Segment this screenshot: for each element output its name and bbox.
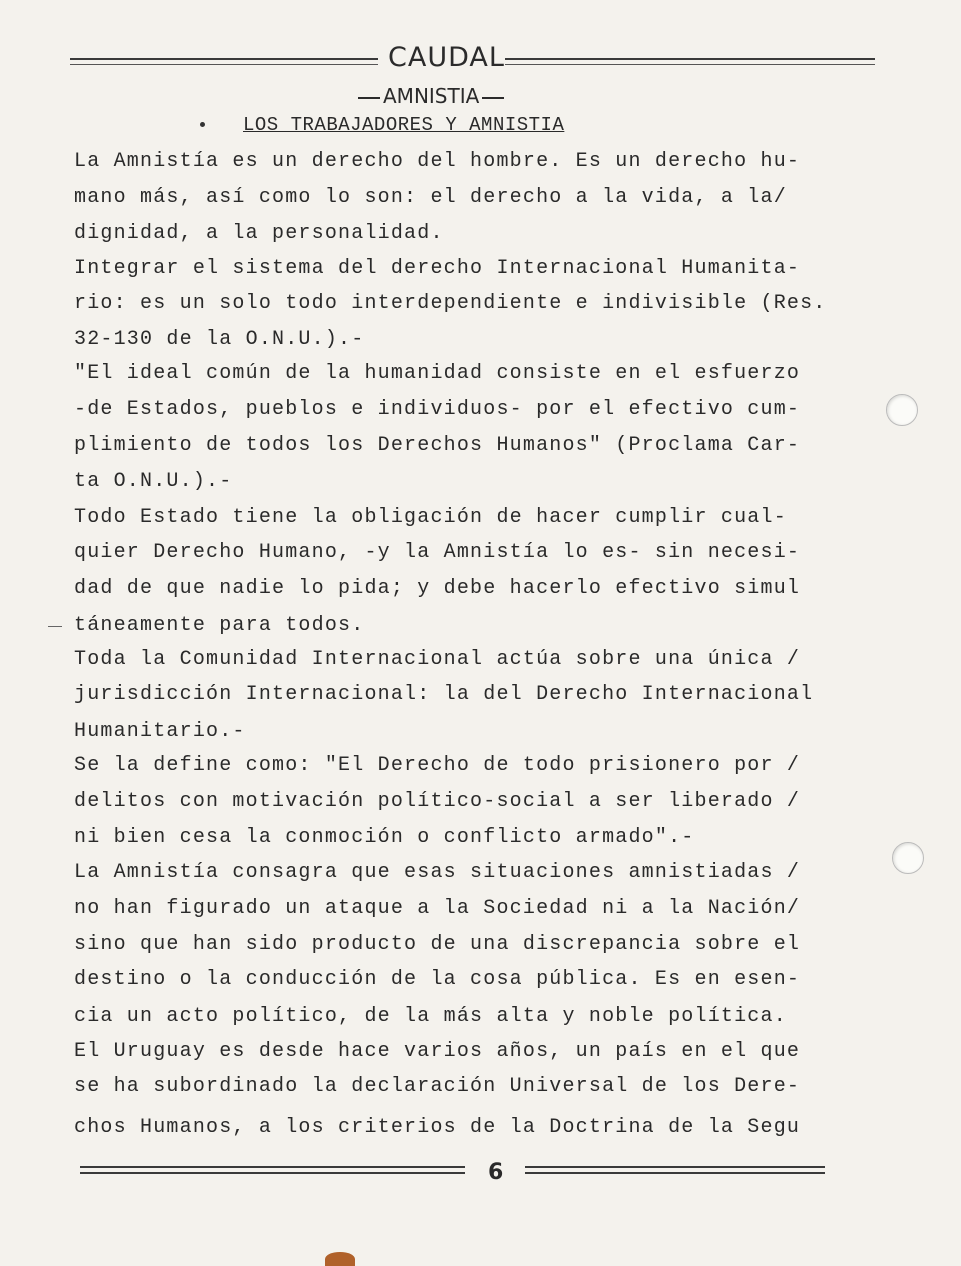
text-line: ni bien cesa la conmoción o conflicto armado".-: [74, 826, 695, 849]
footer-rule-right-bottom: [525, 1172, 825, 1174]
binder-hole-upper: [886, 394, 918, 426]
header-rule-right-top: [505, 58, 875, 60]
text-line: destino o la conducción de la cosa pública. Es en esen-: [74, 968, 801, 991]
margin-mark: [48, 626, 62, 627]
footer-rule-right-top: [525, 1166, 825, 1168]
dash-left: [358, 97, 380, 99]
article-heading: LOS TRABAJADORES Y AMNISTIA: [243, 114, 565, 136]
text-line: El Uruguay es desde hace varios años, un país en el que: [74, 1040, 801, 1063]
text-line: "El ideal común de la humanidad consiste en el esfuerzo: [74, 362, 801, 385]
header-rule-left-top: [70, 58, 378, 60]
text-line: dad de que nadie lo pida; y debe hacerlo efectivo simul: [74, 577, 801, 600]
text-line: chos Humanos, a los criterios de la Doctrina de la Segu: [74, 1116, 801, 1139]
text-line: ta O.N.U.).-: [74, 470, 233, 493]
footer-rule-left-bottom: [80, 1172, 465, 1174]
page-number: 6: [488, 1160, 504, 1185]
text-line: sino que han sido producto de una discrepancia sobre el: [74, 933, 801, 956]
bullet-dot: [200, 122, 205, 127]
text-line: -de Estados, pueblos e individuos- por el efectivo cum-: [74, 398, 801, 421]
text-line: Todo Estado tiene la obligación de hacer cumplir cual-: [74, 506, 787, 529]
masthead-title: CAUDAL: [388, 42, 505, 73]
text-line: Se la define como: "El Derecho de todo prisionero por /: [74, 754, 801, 777]
binder-hole-lower: [892, 842, 924, 874]
text-line: La Amnistía es un derecho del hombre. Es un derecho hu-: [74, 150, 801, 173]
text-line: plimiento de todos los Derechos Humanos" (Proclama Car-: [74, 434, 801, 457]
text-line: Integrar el sistema del derecho Internacional Humanita-: [74, 257, 801, 280]
header-rule-left-bottom: [70, 64, 378, 65]
footer-rule-left-top: [80, 1166, 465, 1168]
text-line: Humanitario.-: [74, 720, 246, 743]
text-line: 32-130 de la O.N.U.).-: [74, 328, 365, 351]
section-label: AMNISTIA: [383, 84, 480, 108]
text-line: La Amnistía consagra que esas situaciones amnistiadas /: [74, 861, 801, 884]
text-line: dignidad, a la personalidad.: [74, 222, 444, 245]
text-line: delitos con motivación político-social a ser liberado /: [74, 790, 801, 813]
section-title: [355, 84, 507, 108]
text-line: mano más, así como lo son: el derecho a la vida, a la/: [74, 186, 787, 209]
text-line: táneamente para todos.: [74, 614, 365, 637]
header-rule-right-bottom: [505, 64, 875, 65]
dash-right: [482, 97, 504, 99]
text-line: Toda la Comunidad Internacional actúa sobre una única /: [74, 648, 801, 671]
text-line: quier Derecho Humano, -y la Amnistía lo es- sin necesi-: [74, 541, 801, 564]
text-line: jurisdicción Internacional: la del Derecho Internacional: [74, 683, 814, 706]
text-line: rio: es un solo todo interdependiente e indivisible (Res.: [74, 292, 827, 315]
text-line: no han figurado un ataque a la Sociedad ni a la Nación/: [74, 897, 801, 920]
text-line: se ha subordinado la declaración Universal de los Dere-: [74, 1075, 801, 1098]
text-line: cia un acto político, de la más alta y noble política.: [74, 1005, 787, 1028]
